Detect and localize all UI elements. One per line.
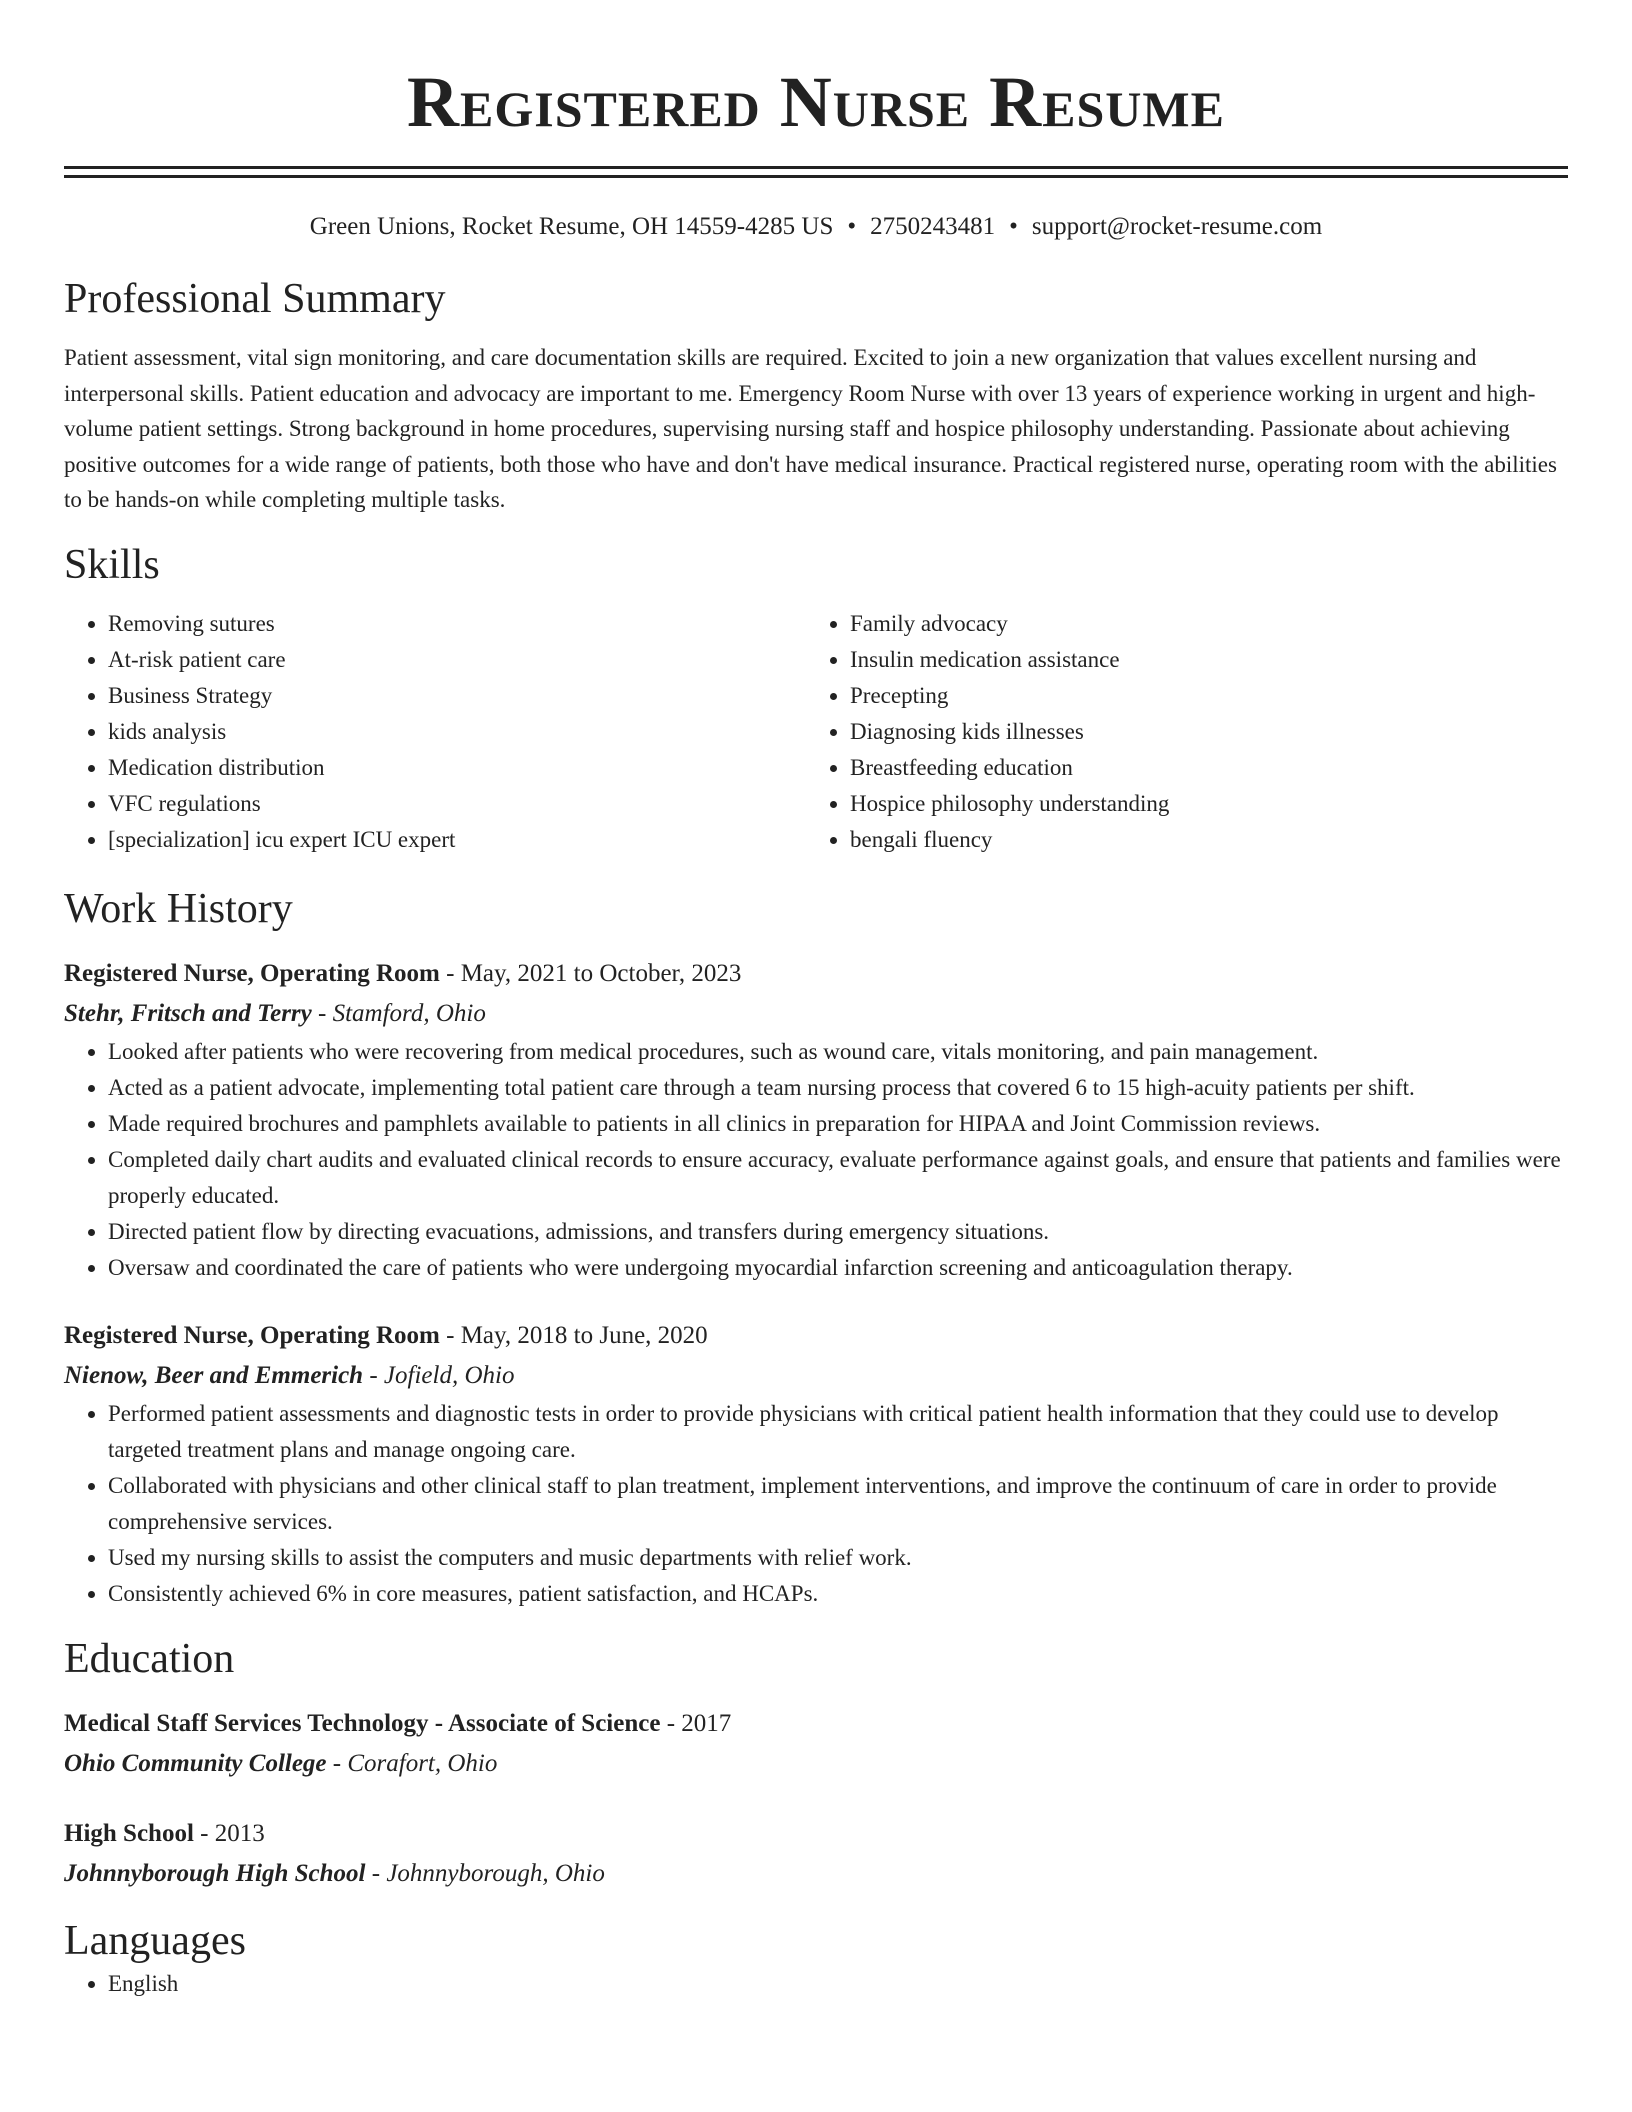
job-bullet: • Acted as a patient advocate, implementing total patient care through a team nursing process that covered 6 to 15 high-acuity patients per shift. bbox=[108, 1070, 1568, 1106]
graduation-year: - 2017 bbox=[660, 1709, 732, 1737]
contact-phone: 2750243481 bbox=[870, 213, 996, 240]
contact-line bbox=[64, 210, 1568, 244]
languages-heading: Languages bbox=[64, 1917, 246, 1964]
job-bullet: • Made required brochures and pamphlets available to patients in all clinics in preparation for HIPAA and Joint Commission reviews. bbox=[108, 1106, 1568, 1142]
skill-item: • [specialization] icu expert ICU expert bbox=[108, 822, 806, 858]
skill-item: • Insulin medication assistance bbox=[850, 642, 1548, 678]
skills-column-right bbox=[806, 606, 1548, 858]
job-dates: - May, 2021 to October, 2023 bbox=[439, 959, 742, 987]
job-title: Registered Nurse, Operating Room bbox=[64, 1321, 440, 1349]
education-entry bbox=[64, 1704, 1568, 1784]
school-location: - Corafort, Ohio bbox=[326, 1749, 498, 1777]
skill-item: • Breastfeeding education bbox=[850, 750, 1548, 786]
skill-item: • Medication distribution bbox=[108, 750, 806, 786]
school-name: Johnnyborough High School bbox=[64, 1859, 366, 1887]
skills-column-left bbox=[64, 606, 806, 858]
work-history-heading: Work History bbox=[64, 885, 293, 932]
degree: Medical Staff Services Technology - Associate of Science bbox=[64, 1709, 661, 1737]
skill-item: • VFC regulations bbox=[108, 786, 806, 822]
job-entry bbox=[64, 954, 1568, 1286]
job-company: Nienow, Beer and Emmerich bbox=[64, 1361, 364, 1389]
skill-item: • Family advocacy bbox=[850, 606, 1548, 642]
job-bullet: • Used my nursing skills to assist the computers and music departments with relief work. bbox=[108, 1540, 1568, 1576]
graduation-year: - 2013 bbox=[193, 1819, 265, 1847]
job-bullet: • Looked after patients who were recovering from medical procedures, such as wound care, vitals monitoring, and pain management. bbox=[108, 1034, 1568, 1070]
degree-line bbox=[64, 1704, 1568, 1744]
title-divider bbox=[64, 166, 1568, 178]
degree: High School bbox=[64, 1819, 194, 1847]
skills-heading: Skills bbox=[64, 541, 160, 588]
skill-item: • bengali fluency bbox=[850, 822, 1548, 858]
job-title: Registered Nurse, Operating Room bbox=[64, 959, 440, 987]
job-bullet: • Collaborated with physicians and other clinical staff to plan treatment, implement interventions, and improve the continuum of care in order to provide comprehensive services. bbox=[108, 1468, 1568, 1540]
summary-heading: Professional Summary bbox=[64, 276, 446, 322]
education-heading: Education bbox=[64, 1635, 235, 1682]
job-entry bbox=[64, 1316, 1568, 1612]
skill-item: • Removing sutures bbox=[108, 606, 806, 642]
school-line bbox=[64, 1744, 1568, 1784]
contact-email: support@rocket-resume.com bbox=[1031, 213, 1323, 240]
skills-list bbox=[64, 606, 1568, 858]
job-bullet: • Completed daily chart audits and evaluated clinical records to ensure accuracy, evaluate performance against goals, and ensure that patients and families were properly educated. bbox=[108, 1142, 1568, 1214]
job-bullet: • Consistently achieved 6% in core measures, patient satisfaction, and HCAPs. bbox=[108, 1576, 1568, 1612]
languages-list bbox=[64, 1966, 1568, 2002]
summary-text: Patient assessment, vital sign monitoring, and care documentation skills are required. Excited to join a new organization that values excellent nursing and interpersonal skills. Patient education and advocacy are important to me. Emergency Room Nurse with over 13 years of experience working in urgent and high-volume patient settings. Strong background in home procedures, supervising nursing staff and hospice philosophy understanding. Passionate about achieving positive outcomes for a wide range of patients, both those who have and don't have medical insurance. Practical registered nurse, operating room with the abilities to be hands-on while completing multiple tasks. bbox=[64, 345, 1557, 513]
skill-item: • Business Strategy bbox=[108, 678, 806, 714]
school-location: - Johnnyborough, Ohio bbox=[365, 1859, 605, 1887]
skill-item: • Diagnosing kids illnesses bbox=[850, 714, 1548, 750]
job-location: - Stamford, Ohio bbox=[311, 999, 486, 1027]
language-item: • English bbox=[108, 1966, 1568, 2002]
job-company-line bbox=[64, 1356, 1568, 1396]
skill-item: • kids analysis bbox=[108, 714, 806, 750]
contact-address: Green Unions, Rocket Resume, OH 14559-4285 US bbox=[309, 213, 834, 240]
job-dates: - May, 2018 to June, 2020 bbox=[439, 1321, 708, 1349]
job-company-line bbox=[64, 994, 1568, 1034]
school-line bbox=[64, 1854, 1568, 1894]
job-location: - Jofield, Ohio bbox=[363, 1361, 515, 1389]
contact-separator: • bbox=[1009, 213, 1018, 240]
contact-separator: • bbox=[847, 213, 857, 240]
skill-item: • Hospice philosophy understanding bbox=[850, 786, 1548, 822]
job-title-line bbox=[64, 954, 1568, 994]
school-name: Ohio Community College bbox=[64, 1749, 327, 1777]
job-title-line bbox=[64, 1316, 1568, 1356]
job-bullet: • Directed patient flow by directing evacuations, admissions, and transfers during emergency situations. bbox=[108, 1214, 1568, 1250]
resume-page bbox=[64, 0, 1568, 2002]
job-bullet: • Oversaw and coordinated the care of patients who were undergoing myocardial infarction screening and anticoagulation therapy. bbox=[108, 1250, 1568, 1286]
degree-line bbox=[64, 1814, 1568, 1854]
resume-title: Registered Nurse Resume bbox=[407, 62, 1225, 142]
skill-item: • Precepting bbox=[850, 678, 1548, 714]
job-bullet: • Performed patient assessments and diagnostic tests in order to provide physicians with critical patient health information that they could use to develop targeted treatment plans and manage ongoing care. bbox=[108, 1396, 1568, 1468]
skill-item: • At-risk patient care bbox=[108, 642, 806, 678]
education-entry bbox=[64, 1814, 1568, 1894]
job-bullets bbox=[64, 1034, 1568, 1286]
job-bullets bbox=[64, 1396, 1568, 1612]
job-company: Stehr, Fritsch and Terry bbox=[64, 999, 312, 1027]
